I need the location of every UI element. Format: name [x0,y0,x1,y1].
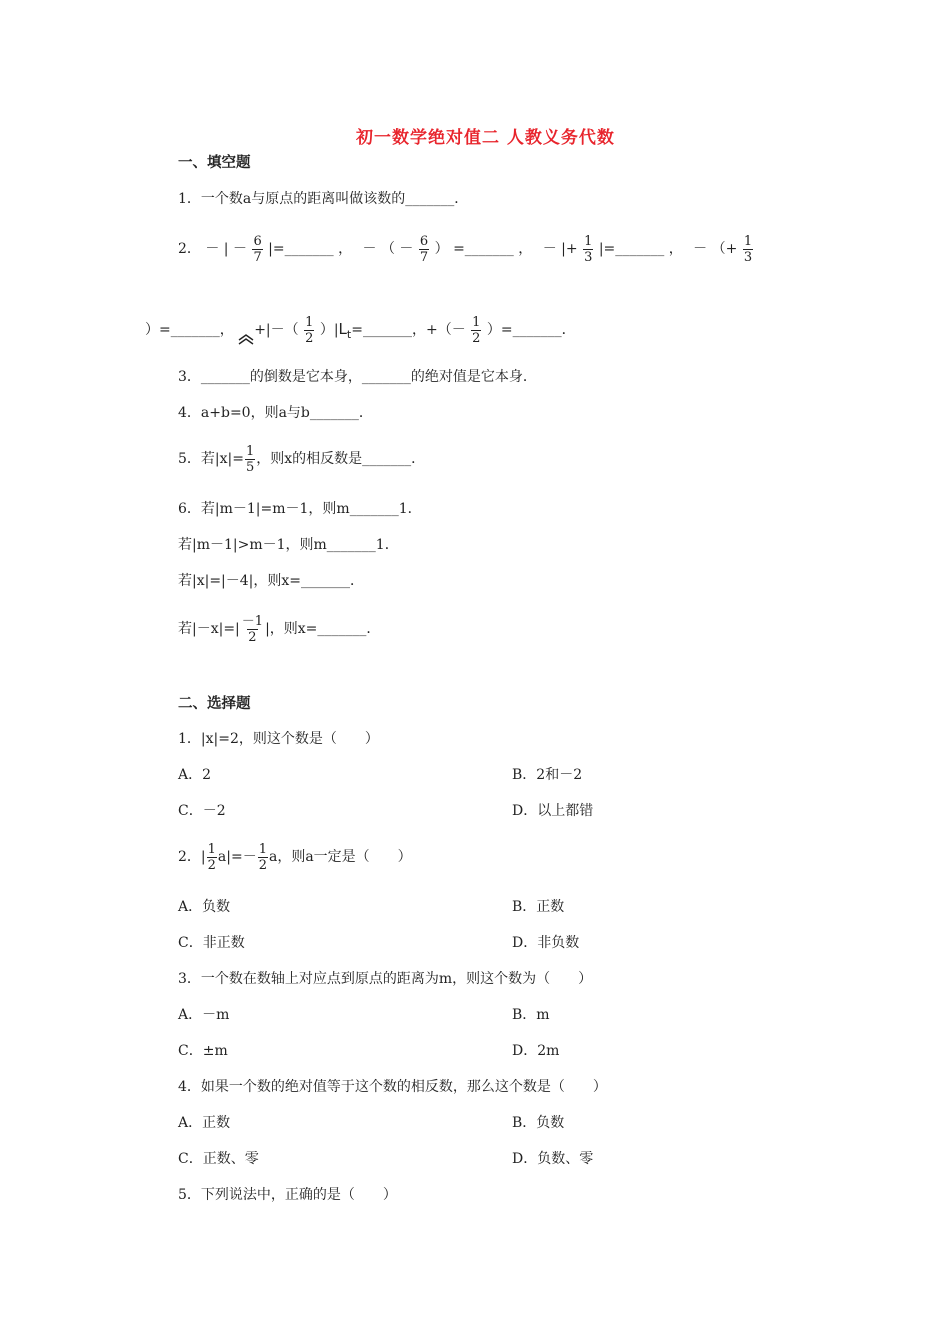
numerator: 6 [253,233,262,249]
option-a: A．负数 [178,899,231,915]
option-b: B．负数 [512,1115,565,1131]
text: a|=－ [217,849,257,865]
text: 若|－x|=| [178,621,240,637]
page-title: 初一数学绝对值二 人教义务代数 [356,128,615,148]
fraction [304,315,314,346]
option-a: A．2 [178,767,212,783]
choice-question-2 [178,840,412,874]
denominator: 2 [472,330,481,346]
text: － |+ [542,241,578,257]
fill-question-5 [178,442,425,476]
denominator: 5 [245,459,255,475]
text: ） =_______ ， [434,241,533,257]
stray-glyph: $L_t$ [338,320,352,341]
text: ）=_______， [145,322,234,338]
text: ）=_______． [486,322,576,338]
text: |=_______ ， [268,241,353,257]
option-c: C．－2 [178,803,226,819]
fill-question-2-line-2 [145,312,576,352]
fill-question-4: 4．a+b=0，则a与b_______． [178,405,373,421]
text: ，则x的相反数是_______． [256,451,426,467]
section-heading-multiple-choice: 二、选择题 [178,695,251,712]
numerator: 1 [245,443,255,459]
choice-question-5: 5．下列说法中，正确的是（ ） [178,1187,397,1203]
numerator: 1 [305,314,314,330]
text: =_______，+（－ [351,322,466,338]
denominator: 3 [584,249,593,265]
denominator: 7 [419,249,429,265]
text: ）| [319,322,339,338]
numerator: 6 [419,233,429,249]
numerator: 1 [258,841,267,857]
option-c: C．±m [178,1043,228,1059]
fill-question-3: 3．_______的倒数是它本身，_______的绝对值是它本身． [178,369,537,385]
denominator: 7 [253,249,262,265]
fill-question-6d [178,612,380,646]
text: +|－（ [254,322,299,338]
option-b: B．2和－2 [512,767,583,783]
text: |，则x=_______． [265,621,381,637]
fraction [743,234,753,265]
option-c: C．正数、零 [178,1151,259,1167]
choice-question-3: 3．一个数在数轴上对应点到原点的距离为m，则这个数为（ ） [178,971,593,987]
text: 2． － | － [178,241,247,257]
option-a: A．正数 [178,1115,231,1131]
numerator: －1 [241,613,264,629]
text: |=_______ ， [598,241,683,257]
choice-question-4: 4．如果一个数的绝对值等于这个数的相反数，那么这个数是（ ） [178,1079,607,1095]
fill-question-2-line-1 [178,232,754,266]
numerator: 1 [472,314,481,330]
denominator: 2 [258,857,267,873]
double-chevron-up-icon [238,324,254,336]
choice-question-1: 1．|x|=2，则这个数是（ ） [178,731,379,747]
fill-question-6a: 6．若|m－1|=m－1，则m_______1． [178,501,422,517]
fraction [583,234,593,265]
option-d: D．非负数 [512,935,580,951]
numerator: 1 [207,841,216,857]
fraction [207,842,217,873]
numerator: 1 [743,233,753,249]
section-heading-fill-in: 一、填空题 [178,154,251,171]
text: 5．若|x|= [178,451,244,467]
denominator: 2 [207,857,216,873]
option-b: B．m [512,1007,550,1023]
fraction [471,315,481,346]
fraction [258,842,268,873]
option-d: D．负数、零 [512,1151,594,1167]
denominator: 3 [743,249,753,265]
text: a，则a一定是（ ） [268,849,412,865]
fraction [241,614,264,645]
denominator: 2 [248,629,257,645]
option-d: D．2m [512,1043,560,1059]
text: － （+ [693,241,738,257]
fill-question-1: 1．一个数a与原点的距离叫做该数的_______． [178,191,469,207]
fraction [245,444,255,475]
fraction [252,234,262,265]
text: － （ － [362,241,414,257]
text: 2．| [178,849,206,865]
fill-question-6b: 若|m－1|>m－1，则m_______1． [178,537,399,553]
option-d: D．以上都错 [512,803,594,819]
option-b: B．正数 [512,899,565,915]
numerator: 1 [584,233,593,249]
fill-question-6c: 若|x|=|－4|，则x=_______． [178,573,365,589]
option-a: A．－m [178,1007,230,1023]
denominator: 2 [305,330,314,346]
option-c: C．非正数 [178,935,245,951]
fraction [419,234,429,265]
